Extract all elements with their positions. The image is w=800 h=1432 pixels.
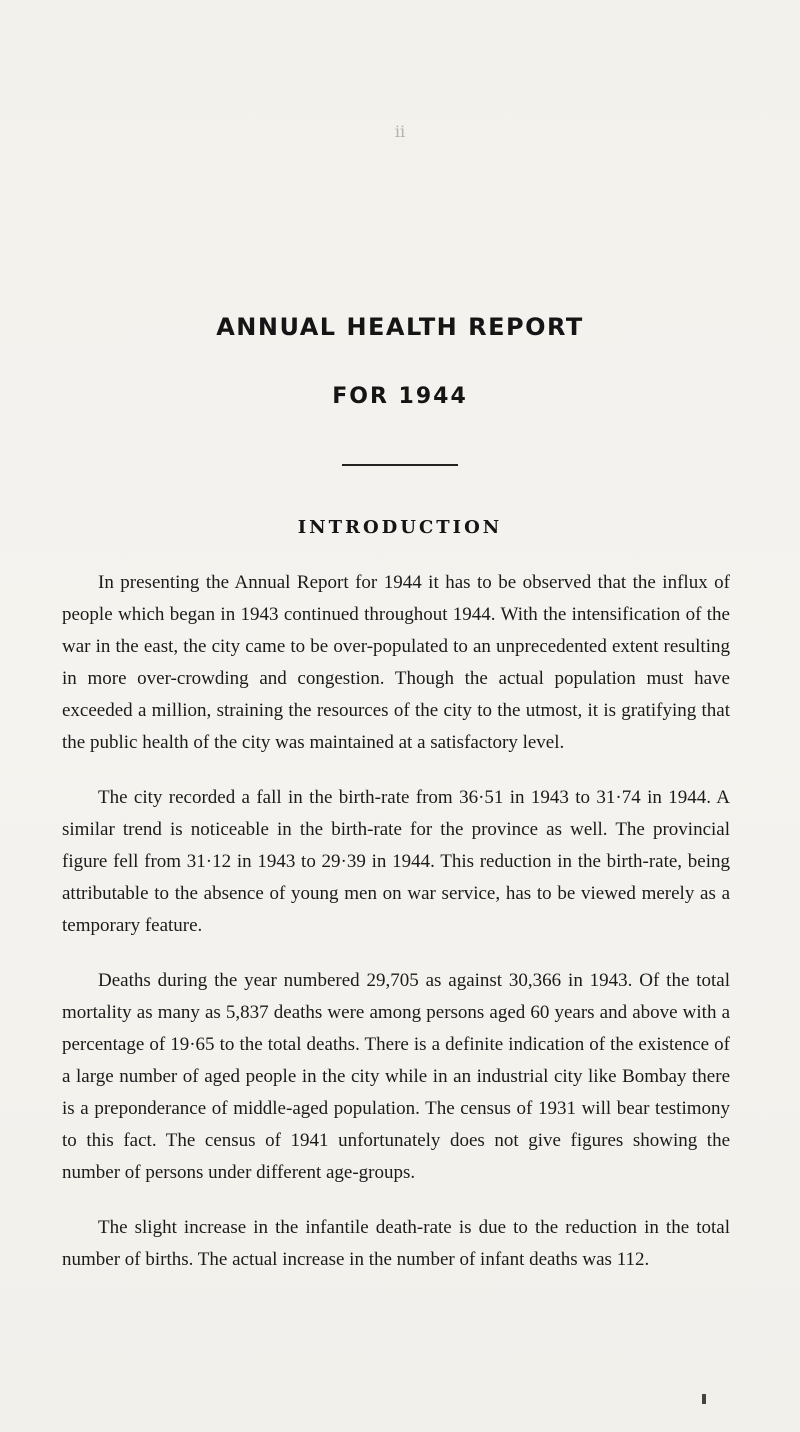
- divider-rule: [342, 464, 458, 466]
- paragraph-3: Deaths during the year numbered 29,705 as against 30,366 in 1943. Of the total mortality as many as 5,837 deaths were among persons aged 60 years and above with a percentage of 19·65 to the total deaths. There is a definite indication of the existence of a large number of aged people in the city while in an industrial city like Bombay there is a preponderance of middle-aged population. The census of 1931 will bear testimony to this fact. The census of 1941 unfortunately does not give figures showing the number of persons under different age-groups.: [62, 970, 730, 1183]
- page-number: ii: [394, 122, 406, 141]
- report-title: ANNUAL HEALTH REPORT: [216, 313, 584, 341]
- section-heading: INTRODUCTION: [297, 517, 503, 538]
- scan-mark: [702, 1394, 706, 1404]
- paragraph-4: The slight increase in the infantile death-rate is due to the reduction in the total number of births. The actual increase in the number of infant deaths was 112.: [62, 1217, 730, 1270]
- paragraph-1: In presenting the Annual Report for 1944 it has to be observed that the influx of people which began in 1943 continued throughout 1944. With the intensification of the war in the east, the city came to be over-populated to an unprecedented extent resulting in more over-crowding and congestion. Though the actual population must have exceeded a million, straining the resources of the city to the utmost, it is gratifying that the public health of the city was maintained at a satisfactory level.: [62, 572, 730, 753]
- body-text: [62, 567, 730, 1299]
- report-year: FOR 1944: [332, 384, 468, 409]
- paragraph-2: The city recorded a fall in the birth-rate from 36·51 in 1943 to 31·74 in 1944. A similar trend is noticeable in the birth-rate for the province as well. The provincial figure fell from 31·12 in 1943 to 29·39 in 1944. This reduction in the birth-rate, being attributable to the absence of young men on war service, has to be viewed merely as a temporary feature.: [62, 787, 730, 936]
